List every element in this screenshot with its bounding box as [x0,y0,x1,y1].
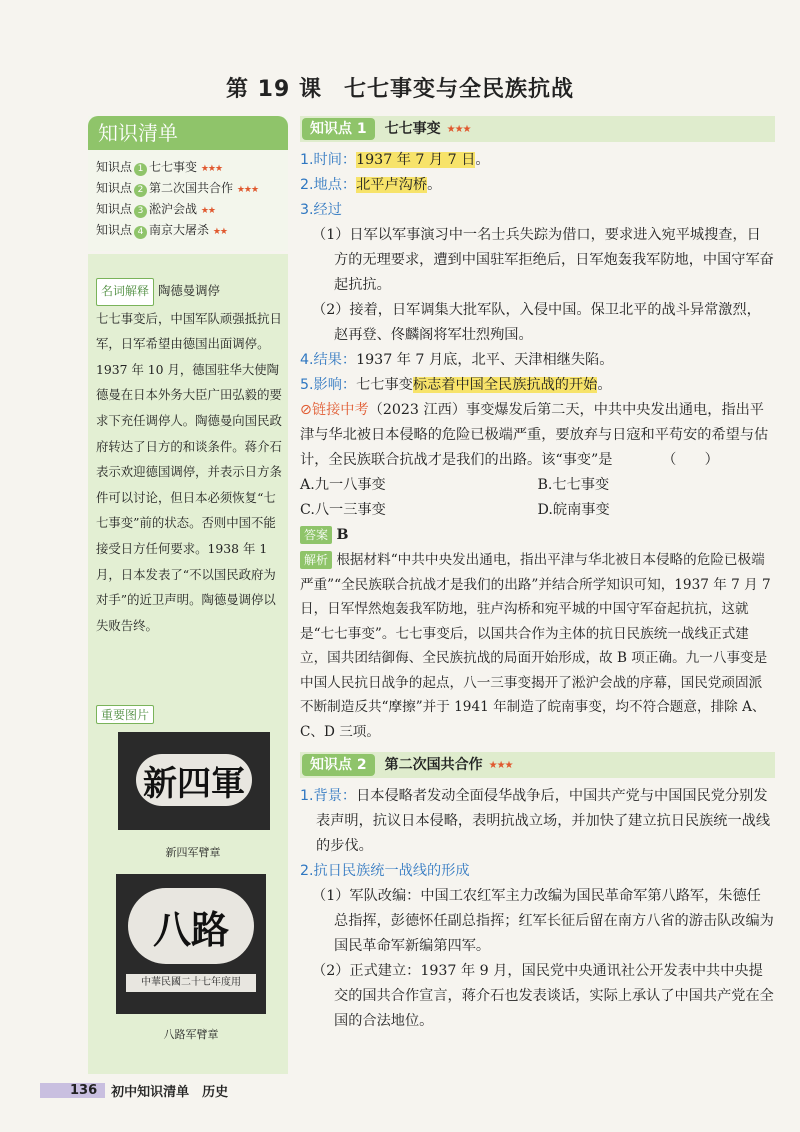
item-prefix: 知识点 [96,181,133,195]
background-text: 日本侵略者发动全面侵华战争后，中国共产党与中国国民党分别发表声明，抗议日本侵略，表明抗战立场，并加快了建立抗日民族统一战线的步伐。 [316,788,771,854]
item-label: 1.背景： [300,788,357,804]
knowledge-list-item [88,179,288,200]
knowledge-list-item [88,158,288,179]
term-title: 陶德曼调停 [157,283,220,298]
item-label: 七七事变 [149,160,198,174]
exam-link-label: 链接中考 [311,402,369,418]
formation-paragraph: （1）军队改编：中国工农红军主力改编为国民革命军第八路军，朱德任总指挥，彭德怀任副总指挥；红军长征后留在南方八省的游击队改编为国民革命军新编第四军。 [312,888,774,954]
item-prefix: 知识点 [96,223,133,237]
exam-question: （2023 江西）事变爆发后第二天，中共中央发出通电，指出平津与华北被日本侵略的危险已极端严重，要放弃与日寇和平苟安的希望与估计，全民族联合抗战才是我们的出路。该“事变”是 （ ） [300,402,769,468]
star-rating-icon: ★★ [212,227,227,237]
lesson-topic: 七七事变与全民族抗战 [343,77,574,102]
answer-options [300,473,775,523]
armband-text: 八路 [128,888,254,964]
knowledge-list-item [88,200,288,221]
option: A.九一八事变 [300,477,386,493]
item-prefix: 知识点 [96,202,133,216]
knowledge-point-header [300,752,775,778]
place-value: 北平卢沟桥 [356,177,428,193]
knowledge-list-box [88,116,288,251]
eighth-route-army-armband-image [116,874,266,1014]
term-body: 七七事变后，中国军队顽强抵抗日军，日军希望由德国出面调停。1937 年 10 月，德国驻华大使陶德曼在日本外务大臣广田弘毅的要求下充任调停人。陶德曼向国民政府转达了日方的和谈条件。蒋介石表示欢迎德国调停，并表示日方条件可以讨论，但日本必须恢复“七七事变”前的状态。否则中国不能接受日方任何要求。1938 年 1 月，日本发表了“不以国民政府为对手”的近卫声明。陶德曼调停以失败告终。 [96,310,282,633]
option: D.皖南事变 [537,502,610,518]
term-tag: 名词解释 [96,278,154,306]
lesson-number: 第 19 课 [226,77,322,102]
armband-small-text: 中華民國二十七年度用 [126,974,256,992]
image-caption: 八路军臂章 [163,1028,219,1041]
knowledge-point-header [300,116,775,142]
formation-paragraph: （2）正式建立：1937 年 9 月，国民党中央通讯社公开发表中共中央提交的国共合作宣言，蒋介石也发表谈话，实际上承认了中国共产党在全国的合法地位。 [312,963,774,1029]
important-pictures-heading [96,704,154,724]
effect-value: 七七事变 [356,377,413,393]
analysis-text: 根据材料“中共中央发出通电，指出平津与华北被日本侵略的危险已极端严重”“全民族联合抗战才是我们的出路”并结合所学知识可知，1937 年 7 月 7 日，日军悍然炮轰我军防地，驻卢沟桥和宛平城的中国守军奋起抗抗，这就是“七七事变”。七七事变后，以国共合作为主体的抗日民族统一战线正式建立，国共团结御侮、全民族抗战的局面开始形成，故 B 项正确。九一八事变是中国人民抗日战争的起点，八一三事变揭开了淞沪会战的序幕，国民党顽固派不断制造反共“摩擦”并于 1941 年制造了皖南事变，均不符合题意，排除 A、C、D 三项。 [300,552,771,740]
effect-highlight: 标志着中国全民族抗战的开始 [412,377,598,393]
analysis-tag: 解析 [300,551,332,569]
number-badge: 2 [134,184,147,197]
item-label: 第二次国共合作 [149,181,234,195]
item-prefix: 知识点 [96,160,133,174]
knowledge-point-name: 七七事变 [384,120,441,137]
course-paragraph: （1）日军以军事演习中一名士兵失踪为借口，要求进入宛平城搜查，日方的无理要求，遭到中国驻军拒绝后，日军炮轰我军防地，中国守军奋起抗抗。 [312,227,774,293]
page-number: 136 [40,1083,105,1098]
star-rating-icon: ★★★ [488,759,513,771]
new-fourth-army-armband-image [118,732,270,830]
item-label: 南京大屠杀 [149,223,210,237]
item-label: 1.时间： [300,152,357,168]
star-rating-icon: ★★★ [200,164,223,174]
number-badge: 4 [134,226,147,239]
answer-value: B [336,527,349,543]
result-value: 1937 年 7 月底，北平、天津相继失陷。 [356,352,614,368]
knowledge-point-label: 知识点 2 [302,754,375,776]
star-rating-icon: ★★ [200,206,215,216]
knowledge-point-label: 知识点 1 [302,118,375,140]
number-badge: 3 [134,205,147,218]
star-rating-icon: ★★★ [236,185,259,195]
knowledge-list-item [88,221,288,242]
course-paragraph: （2）接着，日军调集大批军队，入侵中国。保卫北平的战斗异常激烈，赵再登、佟麟阁将军壮烈殉国。 [312,302,761,343]
knowledge-point-name: 第二次国共合作 [384,756,483,773]
main-content: 知识点 1 七七事变 ★★★ 1.时间：1937 年 7 月 7 日。 2.地点：北平卢沟桥。 3.经过 （1）日军以军事演习中一名士兵失踪为借口，要求进入宛平城搜查，日方的无理要求，遭到中国驻军拒绝后，日军炮轰我军防地，中国守军奋起抗抗。 （2）接着，日军调集大批军队，入侵中国。保卫北平的战斗异常激烈，赵再登、佟麟阁将军壮烈殉国。 4.结果：1937 年 7 月底，北平、天津相继失陷。 5.影响：七七事变标志着中国全民族抗战的开始。 ⊘链接中考（2023 江西）事变爆发后第二天，中共中央发出通电，指出平津与华北被日本侵略的危险已极端严重，要放弃与日寇和平苟安的希望与估计，全民族联合抗战才是我们的出路。该“事变”是 （ ） A.九一八事变 B.七七事变 C.八一三事变 D.皖南事变 答案 B 解析 根据材料“中共中央发出通电，指出平津与华北被日本侵略的危险已极端严重”“全民族联合抗战才是我们的出路”并结合所学知识可知，1937 年 7 月 7 日，日军悍然炮轰我军防地，驻卢沟桥和宛平城的中国守军奋起抗抗，这就是“七七事变”。七七事变后，以国共合作为主体的抗日民族统一战线正式建立，国共团结御侮、全民族抗战的局面开始形成，故 B 项正确。九一八事变是中国人民抗日战争的起点，八一三事变揭开了淞沪会战的序幕，国民党顽固派不断制造反共“摩擦”并于 1941 年制造了皖南事变，均不符合题意，排除 A、C、D 三项。 知识点 2 第二次国共合作 ★★★ 1.背景：日本侵略者发动全面侵华战争后，中国共产党与中国国民党分别发表声明，抗议日本侵略，表明抗战立场，并加快了建立抗日民族统一战线的步伐。 2.抗日民族统一战线的形成 （1）军队改编：中国工农红军主力改编为国民革命军第八路军，朱德任总指挥，彭德怀任副总指挥；红军长征后留在南方八省的游击队改编为国民革命军新编第四军。 （2）正式建立：1937 年 9 月，国民党中央通讯社公开发表中共中央提交的国共合作宣言，蒋介石也发表谈话，实际上承认了中国共产党在全国的合法地位。 [300,116,775,1034]
item-label: 2.抗日民族统一战线的形成 [300,863,470,879]
book-title: 初中知识清单 历史 [111,1084,229,1100]
item-label: 2.地点： [300,177,357,193]
link-icon: ⊘ [300,402,312,418]
pictures-tag: 重要图片 [96,705,154,724]
option: B.七七事变 [537,477,610,493]
star-rating-icon: ★★★ [446,123,471,135]
item-label: 4.结果： [300,352,357,368]
term-explanation [96,278,284,638]
option: C.八一三事变 [300,502,386,518]
item-label: 3.经过 [300,202,342,218]
page-title [0,72,800,103]
armband-text: 新四軍 [136,754,252,806]
item-label: 5.影响： [300,377,357,393]
page-footer [40,1080,228,1100]
answer-tag: 答案 [300,526,332,544]
knowledge-list-heading: 知识清单 [88,116,288,150]
image-caption: 新四军臂章 [165,846,221,859]
item-label: 淞沪会战 [149,202,198,216]
time-value: 1937 年 7 月 7 日 [356,152,476,168]
number-badge: 1 [134,163,147,176]
